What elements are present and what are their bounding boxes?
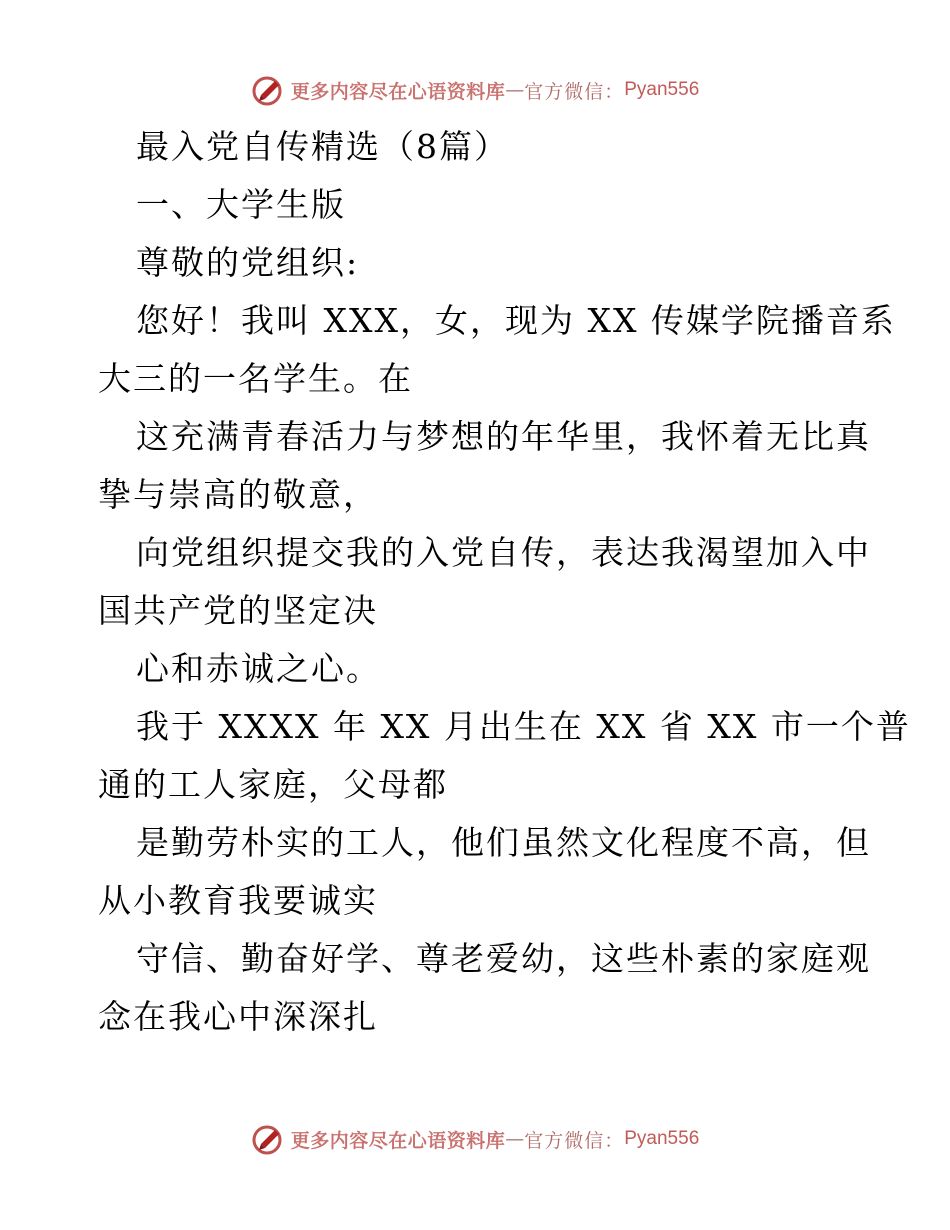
text-line: 最入党自传精选（8篇） [136, 127, 509, 166]
header-watermark [0, 70, 950, 110]
text-line: 向党组织提交我的入党自传，表达我渴望加入中 [136, 533, 871, 572]
text-line: 这充满青春活力与梦想的年华里，我怀着无比真 [136, 417, 871, 456]
watermark-main-text: 更多内容尽在心语资料库 [290, 1129, 506, 1152]
watermark-wechat-id: Pyan556 [624, 1128, 700, 1149]
text-line: 心和赤诚之心。 [136, 649, 381, 688]
watermark-dash: — [505, 1128, 525, 1150]
text-line: 尊敬的党组织: [136, 243, 360, 282]
watermark-side-text: 官方微信： [524, 1129, 625, 1152]
text-line: 是勤劳朴实的工人，他们虽然文化程度不高，但 [136, 823, 871, 862]
pen-logo-icon [251, 1122, 285, 1156]
watermark-side-text: 官方微信： [524, 80, 625, 103]
watermark-main-text: 更多内容尽在心语资料库 [290, 80, 506, 103]
text-line: 国共产党的坚定决 [98, 591, 378, 630]
text-line: 大三的一名学生。在 [98, 359, 413, 398]
document-body [98, 118, 911, 1046]
pen-logo-icon [251, 73, 285, 107]
text-line: 挚与崇高的敬意， [98, 475, 378, 514]
text-line: 念在我心中深深扎 [98, 997, 378, 1036]
text-line: 一、大学生版 [136, 185, 346, 224]
watermark-dash: — [505, 79, 525, 101]
footer-watermark [0, 1119, 950, 1159]
text-line: 守信、勤奋好学、尊老爱幼，这些朴素的家庭观 [136, 939, 871, 978]
watermark-wechat-id: Pyan556 [624, 79, 700, 100]
text-line: 从小教育我要诚实 [98, 881, 378, 920]
text-line: 通的工人家庭，父母都 [98, 765, 448, 804]
text-line: 您好！我叫 XXX，女，现为 XX 传媒学院播音系 [136, 301, 896, 340]
text-line: 我于 XXXX 年 XX 月出生在 XX 省 XX 市一个普 [136, 707, 911, 746]
